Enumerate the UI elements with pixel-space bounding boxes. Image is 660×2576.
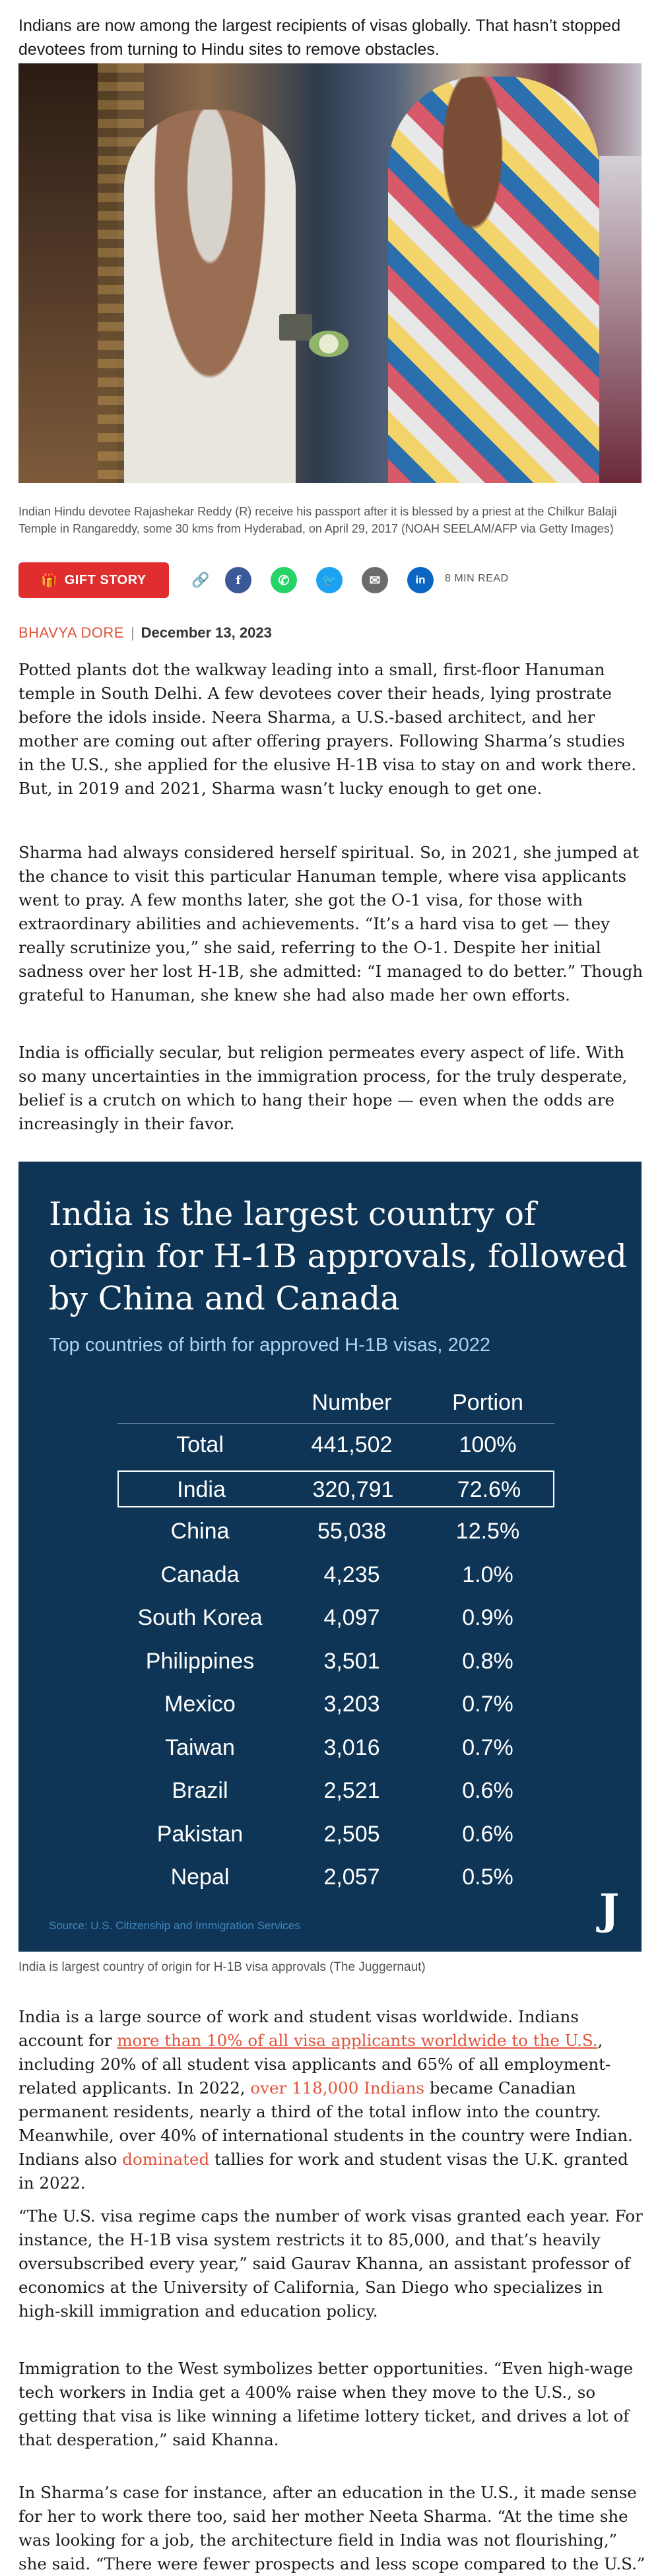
table-row [117,1600,554,1637]
portion-cell: 0.5% [462,1865,513,1890]
header-portion: Portion [452,1390,523,1415]
table-row [117,1513,554,1550]
portion-cell: 72.6% [457,1476,521,1502]
paragraph-5: “The U.S. visa regime caps the number of work visas granted each year. For instance, the H-1B visa system restricts it to 85,000, and that’s heavily oversubscribed every year,” said Gaurav Khanna, an assistant professor of economics at the University of California, San Diego who specializes in high-skill immigration and education policy. [18,2206,643,2321]
header-number: Number [312,1390,392,1415]
country-cell: Total [176,1432,224,1457]
portion-cell: 12.5% [455,1519,520,1544]
portion-cell: 100% [459,1432,517,1457]
table-row [117,1686,554,1723]
country-cell: South Korea [137,1605,263,1630]
number-cell: 2,521 [323,1778,380,1803]
hero-photo [18,63,642,483]
paragraph-3: India is officially secular, but religion permeates every aspect of life. With so many uncertainties in the immigration process, for the truly desperate, belief is a crutch on which to hang their hope — even when the odds are increasingly in their favor. [18,1043,628,1133]
country-cell: Philippines [145,1648,255,1674]
table-row [117,1859,554,1896]
link-icon[interactable]: 🔗 [191,572,210,588]
byline [18,624,272,642]
number-cell: 2,057 [323,1865,380,1890]
paragraph-2: Sharma had always considered herself spiritual. So, in 2021, she jumped at the chance to visit this particular Hanuman temple, where visa applicants went to pray. A few months later, she got the O-1 visa, for those with extraordinary abilities and achievements. “It’s a hard visa to get — they really scrutinize you,” she said, referring to the O-1. Despite her initial sadness over her lost H-1B, she admitted: “I managed to do better.” Though grateful to Hanuman, she knew she had also made her own efforts. [18,843,644,1005]
portion-cell: 0.6% [462,1778,513,1803]
priest-figure [124,110,296,483]
country-cell: Brazil [172,1778,228,1803]
background-crowd [599,156,642,483]
table-row [117,1427,554,1464]
number-cell: 3,501 [323,1648,380,1674]
gift-icon: 🎁 [41,573,58,588]
number-cell: 3,016 [323,1734,380,1760]
visa-share-link[interactable]: more than 10% of all visa applicants worldwide to the U.S. [117,2031,598,2050]
paragraph-7: In Sharma’s case for instance, after an education in the U.S., it made sense for her to work there too, said her mother Neeta Sharma. “At the time she was looking for a job, the architecture field in India was not flourishing,” she said. “There were fewer prospects and less scope compared to the U.S.” [18,2483,645,2573]
country-cell: China [170,1519,230,1544]
country-cell: Canada [160,1562,240,1587]
publish-date: December 13, 2023 [141,624,272,641]
author-link[interactable]: BHAVYA DORE [18,624,124,641]
portion-cell: 0.9% [462,1605,513,1630]
portion-cell: 0.7% [462,1692,513,1717]
paragraph-6: Immigration to the West symbolizes better opportunities. “Even high-wage tech workers in India get a 400% raise when they move to the U.S., so getting that visa is like winning a lifetime lottery ticket, and drives a lot of that desperation,” said Khanna. [18,2359,634,2449]
share-bar [18,562,642,598]
linkedin-icon[interactable]: in [407,567,434,593]
country-cell: Taiwan [165,1734,235,1760]
paragraph-1: Potted plants dot the walkway leading into a small, first-floor Hanuman temple in South Delhi. A few devotees cover their heads, lying prostrate before the idols inside. Neera Sharma, a U.S.-based architect, and her mother are coming out after offering prayers. Following Sharma’s studies in the U.S., she applied for the elusive H-1B visa to stay on and work there. But, in 2019 and 2021, Sharma wasn’t lucky enough to get one. [18,660,636,798]
gift-story-button[interactable] [18,562,169,598]
paragraph-4 [18,2005,645,2195]
p4-text-a: India is a large source of work and student visas worldwide. Indians account for [18,2007,579,2050]
number-cell: 3,203 [323,1692,380,1717]
juggernaut-logo: J [599,1885,620,1934]
read-time: 8 MIN READ [445,573,509,584]
table-row [117,1557,554,1594]
infographic-source: Source: U.S. Citizenship and Immigration Services [49,1919,300,1932]
number-cell: 55,038 [317,1519,386,1544]
table-row [117,1730,554,1767]
byline-separator: | [130,624,135,641]
portion-cell: 0.7% [462,1734,513,1760]
infographic [18,1162,642,1952]
facebook-icon[interactable]: f [225,567,251,593]
canada-residents-link[interactable]: over 118,000 Indians [250,2078,425,2097]
table-row [117,1773,554,1810]
infographic-caption: India is largest country of origin for H-1B visa approvals (The Juggernaut) [18,1960,426,1974]
number-cell: 2,505 [323,1821,380,1847]
portion-cell: 1.0% [462,1562,513,1587]
table-row [117,1816,554,1853]
devotee-figure [388,77,599,483]
uk-dominated-link[interactable]: dominated [122,2150,210,2169]
passport [279,314,312,341]
country-cell: Nepal [170,1865,230,1890]
flowers [309,331,348,357]
table-row [117,1643,554,1680]
number-cell: 320,791 [312,1476,394,1502]
p4-text-d: tallies for work and student visas the U.K. granted in 2022. [18,2150,628,2193]
country-cell: Pakistan [156,1821,244,1847]
country-cell: Mexico [164,1692,236,1717]
whatsapp-icon[interactable]: ✆ [271,567,297,593]
table-row [117,1470,554,1507]
number-cell: 441,502 [311,1432,393,1457]
email-icon[interactable]: ✉ [362,567,388,593]
number-cell: 4,097 [323,1605,380,1630]
table-header [117,1386,554,1424]
photo-caption: Indian Hindu devotee Rajashekar Reddy (R) receive his passport after it is blessed by a priest at the Chilkur Balaji Temple in Rangareddy, some 30 kms from Hyderabad, on April 29, 2017 (NOAH SEELAM/AFP via Getty Images) [18,505,617,535]
country-cell: India [177,1476,226,1502]
portion-cell: 0.8% [462,1648,513,1674]
infographic-title: India is the largest country of origin for H-1B approvals, followed by China and Canada [49,1195,627,1317]
infographic-subtitle: Top countries of birth for approved H-1B visas, 2022 [49,1335,490,1356]
number-cell: 4,235 [323,1562,380,1587]
p4-text-b: , including 20% of all student visa applicants and 65% of all employment-related applicants. In 2022, [18,2031,611,2097]
p4-text-c: became Canadian permanent residents, nearly a third of the total inflow into the country. Meanwhile, over 40% of international students in the country were Indian. Indians also [18,2078,633,2169]
portion-cell: 0.6% [462,1821,513,1847]
article-deck: Indians are now among the largest recipients of visas globally. That hasn’t stopped devotees from turning to Hindu sites to remove obstacles. [18,17,621,59]
gift-story-label: GIFT STORY [64,572,147,587]
twitter-icon[interactable]: 🐦 [316,567,343,593]
